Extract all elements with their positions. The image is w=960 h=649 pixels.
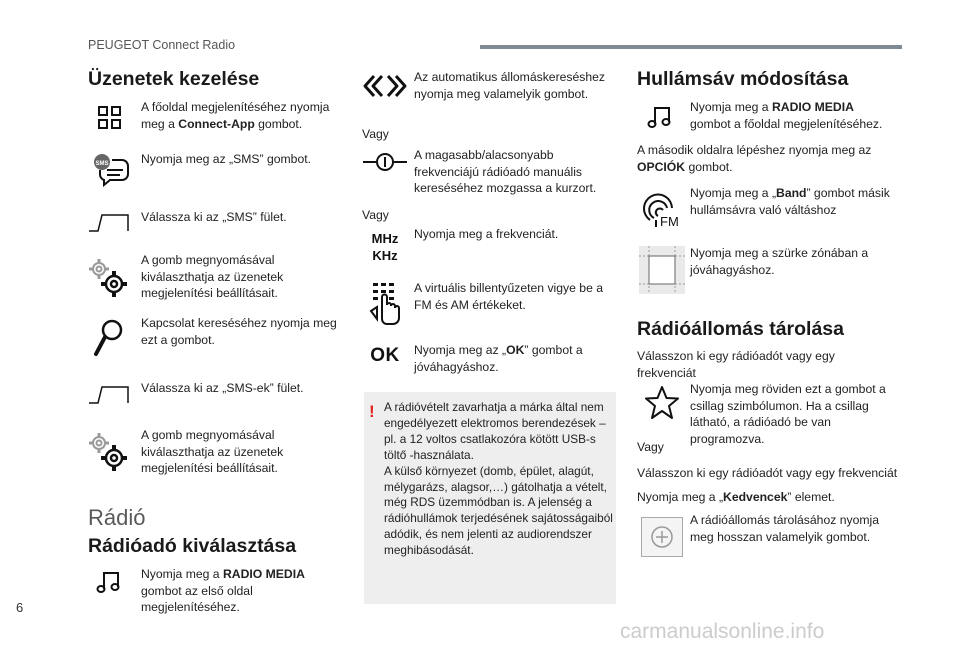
or-label-3: Vagy: [637, 440, 664, 454]
tab-icon: [88, 212, 130, 234]
title-band-change: Hullámsáv módosítása: [637, 68, 849, 90]
row-ok-confirm: Nyomja meg az „OK” gombot a jóváhagyáshoz.: [414, 343, 583, 374]
row-radio-media-1: Nyomja meg a RADIO MEDIA gombot az első oldal megjelenítéséhez.: [141, 567, 305, 614]
gears-icon: [88, 258, 128, 298]
tuning-slider-icon: [362, 150, 408, 174]
para-select-station-2: Válasszon ki egy rádióadót vagy egy frekvenciát: [637, 466, 898, 480]
grid-icon: [96, 104, 124, 132]
note-paragraph: A rádióvételt zavarhatja a márka által nem engedélyezett elektromos berendezések – pl. a 12 voltos csatlakozóra kötött USB-s töltő -használata.: [384, 400, 606, 462]
search-icon: [92, 318, 126, 358]
row-long-press-store: A rádióállomás tárolásához nyomja meg hosszan valamelyik gombot.: [690, 513, 880, 544]
tab-icon: [88, 384, 130, 406]
music-note-icon: [645, 103, 675, 131]
gears-icon: [88, 432, 128, 472]
row-band-button: Nyomja meg a „Band” gombot másik hullámsávra való váltáshoz: [690, 186, 890, 217]
header-bar: [480, 45, 902, 49]
row-contact-search: Kapcsolat kereséséhez nyomja meg ezt a gombot.: [141, 316, 337, 347]
keypad-icon: [366, 280, 404, 326]
star-icon: [642, 384, 682, 422]
row-smses-tab: Válassza ki az „SMS-ek” fület.: [141, 381, 304, 395]
row-display-settings-2: A gomb megnyomásával kiválaszthatja az üzenetek megjelenítési beállításait.: [141, 428, 284, 475]
section-title-radio: Rádió: [88, 505, 146, 530]
title-messages: Üzenetek kezelése: [88, 68, 260, 90]
row-press-frequency: Nyomja meg a frekvenciát.: [414, 227, 559, 241]
watermark: carmanualsonline.info: [620, 620, 825, 643]
title-store-station: Rádióállomás tárolása: [637, 318, 844, 340]
or-label-2: Vagy: [362, 208, 389, 222]
row-radio-media-2: Nyomja meg a RADIO MEDIA gombot a főoldal megjelenítéséhez.: [690, 100, 883, 131]
note-text: [384, 400, 614, 559]
svg-text:SMS: SMS: [95, 161, 109, 167]
row-star-button: Nyomja meg röviden ezt a gombot a csillag szimbólumon. Ha a csillag látható, a rádióadó be van programozva.: [690, 382, 886, 446]
note-paragraph: A külső környezet (domb, épület, alagút, mélygarázs, alagsor,…) gátolhatja a vételt, még RDS üzemmódban is. A jelenség a rádióhullámok terjedésének sajátosságaiból adódik, és nem jelenti az audiorendszer meghibásodását.: [384, 463, 613, 558]
warning-icon: !: [369, 402, 375, 421]
row-display-settings-1: A gomb megnyomásával kiválaszthatja az üzenetek megjelenítési beállításait.: [141, 253, 284, 300]
seek-arrows-icon: [362, 72, 408, 100]
music-note-icon: [94, 568, 124, 596]
svg-text:FM: FM: [660, 214, 679, 228]
frequency-unit-icon: MHz KHz: [371, 231, 399, 263]
ok-icon: OK: [370, 345, 400, 366]
page-number: 6: [16, 600, 24, 615]
grey-zone-icon: [639, 246, 685, 294]
para-favourites: Nyomja meg a „Kedvencek” elemet.: [637, 490, 835, 504]
row-virtual-keyboard: A virtuális billentyűzeten vigye be a FM és AM értékeket.: [414, 281, 604, 312]
row-grey-zone: Nyomja meg a szürke zónában a jóváhagyáshoz.: [690, 246, 869, 277]
fm-antenna-icon: [640, 192, 684, 228]
plus-icon: [641, 517, 683, 557]
para-options: A második oldalra lépéshez nyomja meg az OPCIÓK gombot.: [637, 143, 872, 174]
row-sms-tab: Válassza ki az „SMS” fület.: [141, 210, 287, 224]
running-header: PEUGEOT Connect Radio: [88, 38, 236, 52]
row-manual-search: A magasabb/alacsonyabb frekvenciájú rádióadó manuális kereséséhez mozgassa a kurzort.: [414, 148, 597, 195]
para-select-station-1: Válasszon ki egy rádióadót vagy egy frekvenciát: [637, 349, 835, 380]
sms-bubble-icon: [90, 152, 130, 188]
row-auto-search: Az automatikus állomáskereséshez nyomja meg valamelyik gombot.: [414, 70, 606, 101]
row-connect-app: A főoldal megjelenítéséhez nyomja meg a Connect-App gombot.: [141, 100, 330, 131]
row-sms-button: Nyomja meg az „SMS” gombot.: [141, 152, 312, 166]
or-label-1: Vagy: [362, 127, 389, 141]
title-select-station: Rádióadó kiválasztása: [88, 535, 297, 557]
